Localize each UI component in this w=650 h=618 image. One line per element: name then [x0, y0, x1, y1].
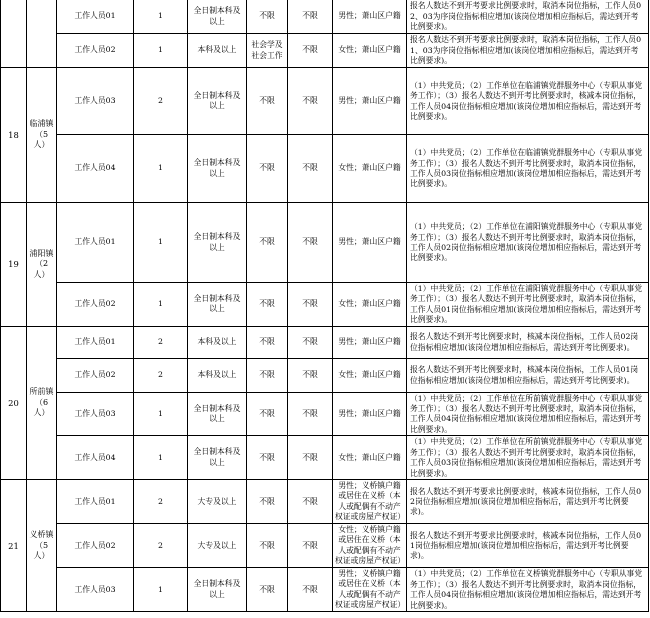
other-requirement-cell: 男性；义桥镇户籍或居住在义桥（本人或配偶有不动产权证或房屋产权证）	[333, 480, 407, 524]
major-cell: 不限	[247, 68, 288, 135]
table-row	[1, 480, 649, 524]
other-requirement-cell: 男性；萧山区户籍	[333, 392, 407, 436]
table-row	[1, 436, 649, 480]
position-cell: 工作人员02	[57, 524, 134, 568]
group-seq-cell: 21	[1, 480, 27, 612]
count-cell: 1	[134, 135, 188, 203]
major-cell: 不限	[247, 283, 288, 327]
degree-cell: 不限	[288, 135, 333, 203]
remark-cell: 报名人数达不到开考要求比例要求时，取消本岗位指标，工作人员02、03为序岗位指标相应增加(该岗位增加相应指标后，需达到开考比例要求)。	[407, 0, 649, 34]
remark-cell: 报名人数达不到开考要求比例要求时，核减本岗位指标，工作人员02岗位指标相应增加(该岗位增加相应指标后，需达到开考比例要求)。	[407, 480, 649, 524]
group-seq-cell: 20	[1, 326, 27, 480]
major-cell: 社会学及社会工作	[247, 34, 288, 68]
count-cell: 1	[134, 436, 188, 480]
major-cell: 不限	[247, 135, 288, 203]
position-cell: 工作人员04	[57, 436, 134, 480]
degree-cell: 不限	[288, 480, 333, 524]
degree-cell: 不限	[288, 326, 333, 358]
position-cell: 工作人员03	[57, 392, 134, 436]
education-cell: 全日制本科及以上	[188, 68, 247, 135]
remark-cell: 报名人数达不到开考比例要求时，核减本岗位指标，工作人员02岗位指标相应增加(该岗位增加相应指标后，需达到开考比例要求)。	[407, 326, 649, 358]
other-requirement-cell: 男性；义桥镇户籍或居住在义桥（本人或配偶有不动产权证或房屋产权证）	[333, 568, 407, 612]
position-cell: 工作人员04	[57, 135, 134, 203]
major-cell: 不限	[247, 524, 288, 568]
count-cell: 1	[134, 0, 188, 34]
position-cell: 工作人员01	[57, 203, 134, 283]
education-cell: 全日制本科及以上	[188, 0, 247, 34]
group-seq-cell	[1, 0, 27, 68]
group-seq-cell: 18	[1, 68, 27, 203]
education-cell: 本科及以上	[188, 34, 247, 68]
count-cell: 1	[134, 392, 188, 436]
other-requirement-cell: 男性；萧山区户籍	[333, 203, 407, 283]
position-cell: 工作人员01	[57, 0, 134, 34]
degree-cell: 不限	[288, 524, 333, 568]
position-cell: 工作人员02	[57, 283, 134, 327]
education-cell: 全日制本科及以上	[188, 283, 247, 327]
remark-cell: 报名人数达不到开考要求比例要求时，核减本岗位指标，工作人员01岗位指标相应增加(该岗位增加相应指标后，需达到开考比例要求)。	[407, 524, 649, 568]
other-requirement-cell: 女性；萧山区户籍	[333, 358, 407, 392]
table-row	[1, 326, 649, 358]
remark-cell: （1）中共党员；（2）工作单位在浦阳镇党群服务中心（专职从事党务工作）；（3）报名人数达不到开考比例要求时，取消本岗位指标，工作人员02岗位指标相应增加(该岗位增加相应指标后，需达到开考比例要求)。	[407, 203, 649, 283]
table-row	[1, 68, 649, 135]
education-cell: 本科及以上	[188, 358, 247, 392]
position-cell: 工作人员03	[57, 68, 134, 135]
major-cell: 不限	[247, 0, 288, 34]
major-cell: 不限	[247, 392, 288, 436]
table-row	[1, 135, 649, 203]
other-requirement-cell: 男性；萧山区户籍	[333, 326, 407, 358]
count-cell: 2	[134, 480, 188, 524]
remark-cell: 报名人数达不到开考比例要求时，核减本岗位指标，工作人员01岗位指标相应增加(该岗位增加相应指标后，需达到开考比例要求)。	[407, 358, 649, 392]
education-cell: 大专及以上	[188, 524, 247, 568]
remark-cell: （1）中共党员；（2）工作单位在义桥镇党群服务中心（专职从事党务工作）；（3）报名人数达不到开考比例要求时，取消本岗位指标，工作人员04岗位指标相应增加(该岗位增加相应指标后，需达到开考比例要求)。	[407, 568, 649, 612]
count-cell: 2	[134, 326, 188, 358]
position-cell: 工作人员02	[57, 358, 134, 392]
degree-cell: 不限	[288, 568, 333, 612]
remark-cell: 报名人数达不到开考要求比例要求时，取消本岗位指标，工作人员01、03为序岗位指标相应增加(该岗位增加相应指标后，需达到开考比例要求)。	[407, 34, 649, 68]
other-requirement-cell: 女性；萧山区户籍	[333, 135, 407, 203]
degree-cell: 不限	[288, 203, 333, 283]
town-cell: 所前镇（6人）	[27, 326, 57, 480]
other-requirement-cell: 女性；义桥镇户籍或居住在义桥（本人或配偶有不动产权证或房屋产权证）	[333, 524, 407, 568]
other-requirement-cell: 男性；萧山区户籍	[333, 68, 407, 135]
other-requirement-cell: 男性；萧山区户籍	[333, 0, 407, 34]
remark-cell: （1）中共党员；（2）工作单位在所前镇党群服务中心（专职从事党务工作）；（3）报名人数达不到开考比例要求时，取消本岗位指标，工作人员04岗位指标相应增加(该岗位增加相应指标后，需达到开考比例要求)。	[407, 392, 649, 436]
group-seq-cell: 19	[1, 203, 27, 327]
other-requirement-cell: 女性；萧山区户籍	[333, 34, 407, 68]
major-cell: 不限	[247, 326, 288, 358]
position-cell: 工作人员02	[57, 34, 134, 68]
table-row	[1, 0, 649, 34]
count-cell: 1	[134, 568, 188, 612]
degree-cell: 不限	[288, 436, 333, 480]
table-row	[1, 283, 649, 327]
count-cell: 2	[134, 68, 188, 135]
degree-cell: 不限	[288, 358, 333, 392]
table-row	[1, 392, 649, 436]
town-cell: 临浦镇（5人）	[27, 68, 57, 203]
count-cell: 1	[134, 203, 188, 283]
education-cell: 全日制本科及以上	[188, 436, 247, 480]
education-cell: 大专及以上	[188, 480, 247, 524]
town-cell	[27, 0, 57, 68]
position-cell: 工作人员01	[57, 326, 134, 358]
education-cell: 全日制本科及以上	[188, 568, 247, 612]
degree-cell: 不限	[288, 34, 333, 68]
major-cell: 不限	[247, 358, 288, 392]
table-row	[1, 34, 649, 68]
major-cell: 不限	[247, 480, 288, 524]
degree-cell: 不限	[288, 283, 333, 327]
degree-cell: 不限	[288, 0, 333, 34]
education-cell: 全日制本科及以上	[188, 203, 247, 283]
education-cell: 全日制本科及以上	[188, 392, 247, 436]
degree-cell: 不限	[288, 392, 333, 436]
table-row	[1, 524, 649, 568]
education-cell: 本科及以上	[188, 326, 247, 358]
count-cell: 1	[134, 34, 188, 68]
remark-cell: （1）中共党员；（2）工作单位在临浦镇党群服务中心（专职从事党务工作）；（3）报名人数达不到开考比例要求时，取消本岗位指标，工作人员03岗位指标相应增加(该岗位增加相应指标后，需达到开考比例要求)。	[407, 135, 649, 203]
remark-cell: （1）中共党员；（2）工作单位在临浦镇党群服务中心（专职从事党务工作）；（3）报名人数达不到开考比例要求时，核减本岗位指标，工作人员04岗位指标相应增加(该岗位增加相应指标后，需达到开考比例要求)。	[407, 68, 649, 135]
remark-cell: （1）中共党员；（2）工作单位在所前镇党群服务中心（专职从事党务工作）；（3）报名人数达不到开考比例要求时，取消本岗位指标，工作人员03岗位指标相应增加(该岗位增加相应指标后，需达到开考比例要求)。	[407, 436, 649, 480]
position-cell: 工作人员01	[57, 480, 134, 524]
town-cell: 义桥镇（5人）	[27, 480, 57, 612]
count-cell: 1	[134, 283, 188, 327]
count-cell: 2	[134, 358, 188, 392]
table-row	[1, 203, 649, 283]
degree-cell: 不限	[288, 68, 333, 135]
table-row	[1, 358, 649, 392]
town-cell: 浦阳镇（2人）	[27, 203, 57, 327]
remark-cell: （1）中共党员；（2）工作单位在浦阳镇党群服务中心（专职从事党务工作）；（3）报名人数达不到开考比例要求时，取消本岗位指标，工作人员01岗位指标相应增加(该岗位增加相应指标后，需达到开考比例要求)。	[407, 283, 649, 327]
major-cell: 不限	[247, 203, 288, 283]
other-requirement-cell: 女性；萧山区户籍	[333, 436, 407, 480]
major-cell: 不限	[247, 436, 288, 480]
table-row	[1, 568, 649, 612]
position-cell: 工作人员03	[57, 568, 134, 612]
education-cell: 全日制本科及以上	[188, 135, 247, 203]
other-requirement-cell: 女性；萧山区户籍	[333, 283, 407, 327]
count-cell: 2	[134, 524, 188, 568]
major-cell: 不限	[247, 568, 288, 612]
